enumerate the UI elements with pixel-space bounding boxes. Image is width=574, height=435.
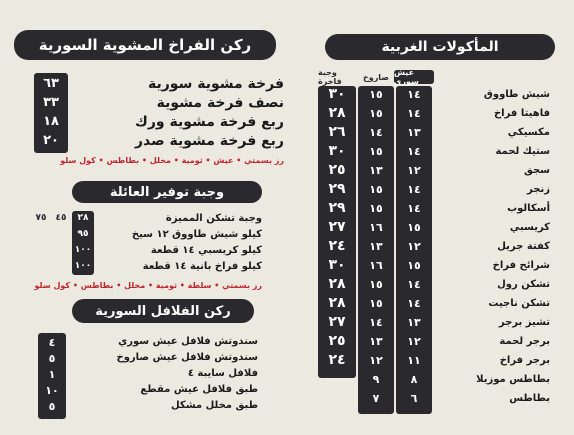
saroukh-price: ١٥: [369, 278, 383, 291]
meal-price: ٢٦: [328, 124, 346, 140]
saroukh-price: ١٤: [369, 316, 383, 329]
western-item-name: شيش طاووق: [483, 89, 550, 100]
saroukh-price: ١٥: [369, 297, 383, 310]
western-item-name: فاهيتا فراخ: [493, 108, 550, 119]
saroukh-price: ١٦: [369, 259, 383, 272]
western-item-name: مكسيكي: [507, 127, 550, 138]
meal-price: ٢٨: [328, 105, 346, 121]
meal-price: ٢٧: [328, 219, 346, 235]
meal-price: ٢٨: [328, 295, 346, 311]
saroukh-price: ٩: [372, 373, 380, 386]
grill-item-price: ٦٣: [43, 76, 59, 91]
syrian-price: ١٥: [407, 221, 421, 234]
grill-title: ركن الفراخ المشوية السورية: [14, 30, 276, 60]
western-title: المأكولات الغربية: [325, 34, 555, 60]
western-item-name: أسكالوب: [507, 203, 550, 214]
grill-item-name: ربع فرخة مشوية ورك: [135, 114, 284, 130]
saroukh-price: ١٥: [369, 145, 383, 158]
saroukh-price: ١٣: [369, 335, 383, 348]
family-item-price: ١٠٠: [74, 245, 92, 255]
western-item-name: برجر لحمة: [499, 336, 550, 347]
grill-item-price: ١٨: [43, 114, 59, 129]
syrian-price: ١٤: [407, 202, 421, 215]
syrian-price: ١٢: [407, 240, 421, 253]
syrian-price: ١٢: [407, 335, 421, 348]
header-saroukh: صاروخ: [362, 72, 390, 82]
family-extra-price-2: ٧٥: [35, 213, 47, 223]
syrian-price: ١٣: [407, 126, 421, 139]
family-item-price: ١٠٠: [74, 261, 92, 271]
falafel-item-price: ٤: [48, 336, 56, 349]
western-item-name: شرائح فراخ: [492, 260, 550, 271]
western-item-name: زنجر: [527, 184, 550, 195]
western-item-name: سجق: [523, 165, 550, 176]
family-note: رز بسمتي • سلطة • ثومية • مخلل • بطاطس • كول سلو: [34, 281, 262, 290]
syrian-price: ١٢: [407, 164, 421, 177]
saroukh-price: ١٢: [369, 354, 383, 367]
grill-item-price: ٢٠: [43, 133, 59, 148]
western-item-name: برجر فراخ: [499, 355, 550, 366]
syrian-price: ١٤: [407, 183, 421, 196]
western-item-name: تشكن ناجيت: [488, 298, 550, 309]
saroukh-price: ١٥: [369, 202, 383, 215]
saroukh-price: ٧: [372, 392, 380, 405]
western-item-name: كفتة جريل: [497, 241, 550, 252]
grill-item-name: فرخة مشوية سورية: [148, 76, 284, 92]
meal-price: ٢٧: [328, 314, 346, 330]
family-item-price: ٢٨: [77, 213, 89, 223]
meal-price: ٣٠: [328, 257, 346, 273]
meal-price: ٣٠: [328, 86, 346, 102]
syrian-price: ١٤: [407, 297, 421, 310]
falafel-item-price: ٥: [48, 400, 56, 413]
syrian-price: ١٤: [407, 88, 421, 101]
falafel-item-name: طبق مخلل مشكل: [171, 400, 258, 411]
saroukh-price: ١٥: [369, 107, 383, 120]
syrian-price: ٦: [410, 392, 418, 405]
grill-item-name: نصف فرخة مشوية: [156, 95, 284, 111]
family-item-name: كيلو شيش طاووق ١٢ سيخ: [131, 229, 262, 240]
saroukh-price: ١٦: [369, 221, 383, 234]
syrian-price: ١١: [407, 354, 421, 367]
syrian-price: ١٤: [407, 145, 421, 158]
family-item-name: كيلو كريسبي ١٤ قطعة: [150, 245, 262, 256]
meal-price: ٢٥: [328, 333, 346, 349]
western-item-name: كريسبي: [509, 222, 550, 233]
falafel-item-price: ٥: [48, 352, 56, 365]
syrian-price: ١٣: [407, 316, 421, 329]
meal-price: ٢٨: [328, 276, 346, 292]
western-item-name: بطاطس: [509, 393, 550, 404]
falafel-item-name: فلافل سايبة ٤: [187, 368, 258, 379]
western-item-name: تشيز برجر: [498, 317, 550, 328]
falafel-item-name: سندوتش فلافل عيش صاروخ: [116, 352, 258, 363]
western-item-name: ستيك لحمة: [495, 146, 550, 157]
syrian-price: ١٤: [407, 278, 421, 291]
falafel-item-price: ١: [48, 368, 56, 381]
family-extra-price-1: ٤٥: [55, 213, 67, 223]
syrian-price: ٨: [410, 373, 418, 386]
meal-price: ٢٥: [328, 162, 346, 178]
grill-item-price: ٣٣: [43, 95, 59, 110]
syrian-price: ١٤: [407, 107, 421, 120]
saroukh-price: ١٣: [369, 164, 383, 177]
falafel-title: ركن الفلافل السورية: [72, 299, 254, 323]
saroukh-price: ١٣: [369, 240, 383, 253]
family-item-price: ٩٥: [77, 229, 89, 239]
meal-price: ٢٩: [328, 181, 346, 197]
meal-price: ٢٩: [328, 200, 346, 216]
meal-price: ٢٤: [328, 238, 346, 254]
falafel-item-name: سندوتش فلافل عيش سوري: [118, 336, 258, 347]
family-item-name: وجبة تشكن المميزة: [165, 213, 262, 224]
header-meal: وجبة فاخرة: [318, 68, 342, 86]
family-item-name: كيلو فراخ بانية ١٤ قطعة: [142, 261, 262, 272]
western-item-name: بطاطس موزيلا: [476, 374, 550, 385]
meal-price: ٢٤: [328, 352, 346, 368]
grill-item-name: ربع فرخة مشوية صدر: [134, 133, 284, 149]
header-syrian: عيش سوري: [394, 70, 434, 84]
saroukh-price: ١٤: [369, 126, 383, 139]
western-item-name: تشكن رول: [497, 279, 550, 290]
syrian-price: ١٥: [407, 259, 421, 272]
family-title: وجبة توفير العائلة: [72, 181, 262, 203]
saroukh-price: ١٥: [369, 88, 383, 101]
falafel-item-price: ١٠: [45, 384, 59, 397]
falafel-item-name: طبق فلافل عيش مقطع: [140, 384, 258, 395]
saroukh-price: ١٥: [369, 183, 383, 196]
meal-price: ٣٠: [328, 143, 346, 159]
grill-note: رز بسمتي • عيش • ثومية • مخلل • بطاطس • كول سلو: [60, 156, 284, 165]
